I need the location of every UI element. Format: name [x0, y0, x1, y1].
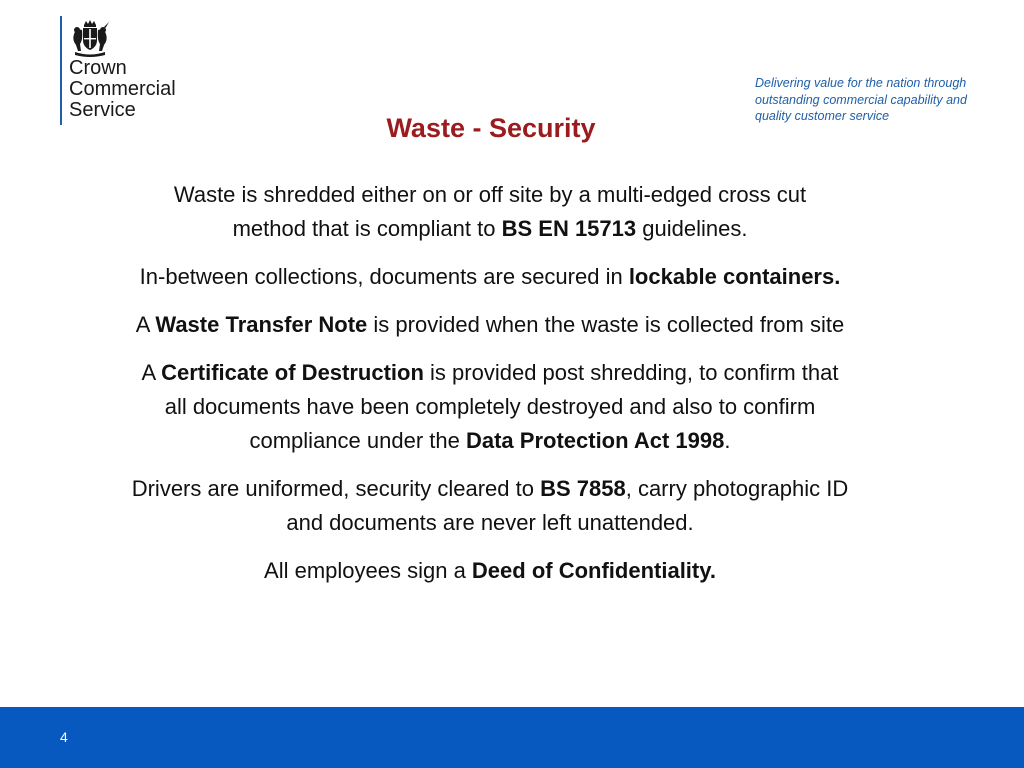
slide-body — [40, 178, 940, 602]
text: guidelines. — [636, 216, 748, 241]
text: all documents have been completely destroyed and also to confirm — [164, 394, 816, 419]
bold-text: Certificate of Destruction — [161, 360, 424, 385]
paragraph-drivers — [40, 472, 940, 540]
text: is provided when the waste is collected from site — [367, 312, 845, 337]
text: A — [141, 360, 162, 385]
logo-divider — [60, 16, 62, 125]
bold-text: lockable containers. — [628, 264, 841, 289]
logo-line-service: Service — [69, 99, 136, 121]
page-number: 4 — [60, 729, 68, 745]
text: is provided post shredding, to confirm that — [423, 360, 839, 385]
tagline-line: quality customer service — [755, 109, 890, 123]
text: . — [724, 428, 731, 453]
paragraph-shredding — [40, 178, 940, 246]
text: A — [135, 312, 156, 337]
logo-line-commercial: Commercial — [69, 78, 176, 100]
bold-text: BS 7858 — [540, 476, 626, 501]
text: Drivers are uniformed, security cleared to — [131, 476, 541, 501]
text: In-between collections, documents are secured in — [139, 264, 629, 289]
bold-text: Deed of Confidentiality. — [471, 558, 716, 583]
tagline-line: Delivering value for the nation through — [755, 76, 967, 90]
paragraph-confidentiality — [40, 554, 940, 588]
paragraph-collections — [40, 260, 940, 294]
slide-title: Waste - Security — [386, 113, 596, 143]
tagline-line: outstanding commercial capability and — [755, 92, 967, 107]
bold-text: Waste Transfer Note — [155, 312, 368, 337]
text: All employees sign a — [264, 558, 472, 583]
logo-line-crown: Crown — [69, 57, 127, 79]
bold-text: BS EN 15713 — [501, 216, 637, 241]
text: and documents are never left unattended. — [286, 510, 694, 535]
text: Waste is shredded either on or off site by a multi-edged cross cut — [173, 182, 807, 207]
text: compliance under the — [249, 428, 466, 453]
bold-text: Data Protection Act 1998 — [465, 428, 725, 453]
text: method that is compliant to — [232, 216, 502, 241]
paragraph-transfer-note — [40, 308, 940, 342]
text: , carry photographic ID — [625, 476, 849, 501]
footer-bar — [0, 707, 1024, 768]
paragraph-certificate — [40, 356, 940, 458]
royal-crest-icon — [68, 18, 112, 58]
